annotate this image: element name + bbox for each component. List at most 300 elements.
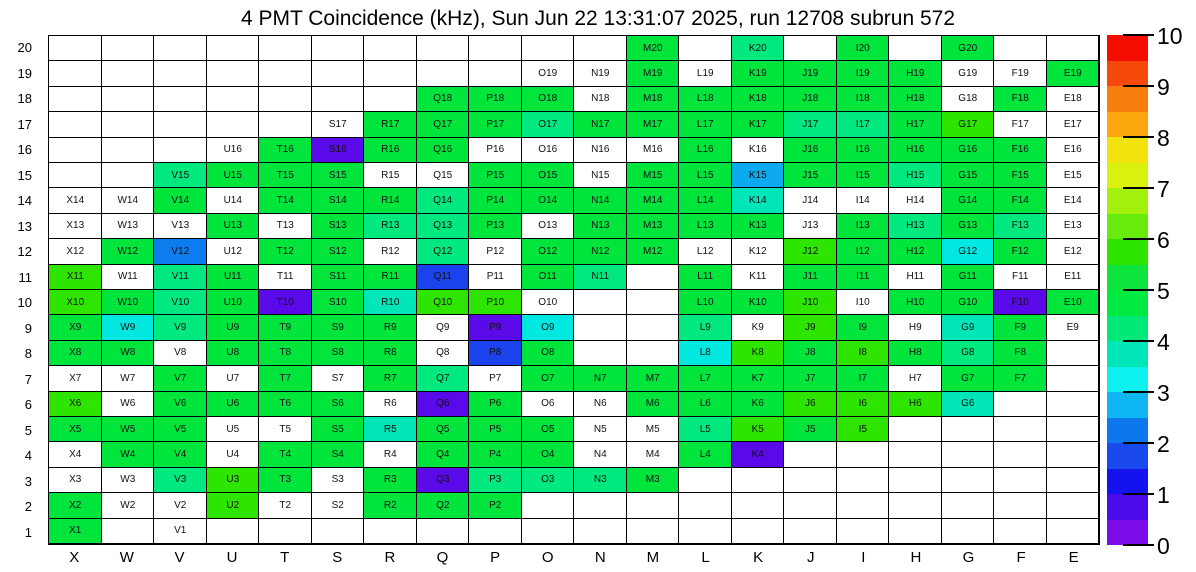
cell-T2 [259, 493, 312, 518]
grid-cell-empty [574, 519, 627, 544]
grid-cell-empty [207, 87, 260, 112]
cell-label: H16 [906, 144, 925, 156]
cell-label: E14 [1063, 195, 1082, 207]
cell-G6 [942, 392, 995, 417]
grid-cell-empty [312, 61, 365, 86]
colorbar-tick [1123, 187, 1154, 189]
cell-J12 [784, 239, 837, 264]
cell-label: S4 [331, 449, 344, 461]
grid-cell-empty [574, 493, 627, 518]
cell-R12 [364, 239, 417, 264]
cell-M20 [627, 36, 680, 61]
cell-E18 [1047, 87, 1100, 112]
cell-T7 [259, 366, 312, 391]
cell-label: L5 [699, 423, 711, 435]
cell-U3 [207, 468, 260, 493]
cell-U13 [207, 214, 260, 239]
cell-Q4 [417, 442, 470, 467]
cell-I5 [837, 417, 890, 442]
cell-X10 [49, 290, 102, 315]
colorbar-tick [1123, 136, 1154, 138]
cell-label: O6 [541, 398, 555, 410]
colorbar-tick-label: 6 [1157, 227, 1170, 253]
cell-label: P10 [486, 296, 505, 308]
cell-R14 [364, 188, 417, 213]
cell-label: O16 [538, 144, 558, 156]
grid-cell-empty [574, 36, 627, 61]
cell-E12 [1047, 239, 1100, 264]
cell-Q16 [417, 138, 470, 163]
cell-label: F17 [1011, 118, 1029, 130]
cell-label: F12 [1011, 245, 1029, 257]
cell-U4 [207, 442, 260, 467]
cell-label: N16 [591, 144, 610, 156]
cell-X1 [49, 519, 102, 544]
cell-label: N18 [591, 93, 610, 105]
x-axis-label: R [384, 549, 396, 566]
colorbar-band [1107, 494, 1148, 520]
cell-X4 [49, 442, 102, 467]
grid-cell-empty [522, 519, 575, 544]
grid-cell-empty [837, 519, 890, 544]
cell-N13 [574, 214, 627, 239]
cell-label: N13 [591, 220, 610, 232]
cell-label: I16 [855, 144, 870, 156]
cell-label: Q13 [433, 220, 453, 232]
x-axis-label: M [646, 549, 660, 566]
y-axis-label: 2 [24, 499, 32, 514]
cell-R11 [364, 265, 417, 290]
cell-label: X14 [66, 195, 85, 207]
cell-H14 [889, 188, 942, 213]
cell-label: I12 [855, 245, 870, 257]
grid-cell-empty [837, 442, 890, 467]
cell-label: U15 [223, 169, 242, 181]
cell-label: T12 [276, 245, 294, 257]
cell-F7 [994, 366, 1047, 391]
cell-label: P11 [486, 271, 504, 283]
cell-J9 [784, 315, 837, 340]
cell-label: P13 [486, 220, 505, 232]
cell-W14 [102, 188, 155, 213]
cell-K16 [732, 138, 785, 163]
cell-label: P7 [489, 372, 502, 384]
cell-label: M17 [643, 118, 663, 130]
cell-label: P9 [489, 322, 502, 334]
cell-label: K14 [748, 195, 767, 207]
cell-T12 [259, 239, 312, 264]
grid-cell-empty [364, 87, 417, 112]
cell-G10 [942, 290, 995, 315]
cell-T14 [259, 188, 312, 213]
cell-Q18 [417, 87, 470, 112]
cell-label: J8 [804, 347, 816, 359]
cell-S2 [312, 493, 365, 518]
cell-H17 [889, 112, 942, 137]
x-axis-label: L [701, 549, 710, 566]
cell-U12 [207, 239, 260, 264]
cell-label: X7 [69, 372, 82, 384]
cell-O3 [522, 468, 575, 493]
cell-V6 [154, 392, 207, 417]
cell-label: J18 [802, 93, 819, 105]
cell-P18 [469, 87, 522, 112]
cell-M4 [627, 442, 680, 467]
cell-label: Q11 [433, 271, 452, 283]
grid-cell-empty [49, 61, 102, 86]
cell-S5 [312, 417, 365, 442]
cell-O12 [522, 239, 575, 264]
cell-label: F18 [1011, 93, 1029, 105]
cell-label: O10 [538, 296, 558, 308]
cell-label: W12 [117, 245, 139, 257]
cell-L17 [679, 112, 732, 137]
cell-label: X6 [69, 398, 82, 410]
cell-label: M20 [643, 42, 663, 54]
cell-label: U3 [226, 474, 240, 486]
cell-label: E16 [1063, 144, 1082, 156]
y-axis-label: 17 [17, 116, 32, 132]
cell-label: W4 [120, 449, 136, 461]
grid-cell-empty [732, 493, 785, 518]
cell-L14 [679, 188, 732, 213]
cell-label: G6 [961, 398, 975, 410]
cell-X14 [49, 188, 102, 213]
colorbar-tick-label: 5 [1157, 278, 1170, 304]
cell-label: P16 [486, 144, 505, 156]
cell-R16 [364, 138, 417, 163]
cell-S3 [312, 468, 365, 493]
cell-H18 [889, 87, 942, 112]
cell-label: V15 [171, 169, 190, 181]
cell-label: K5 [751, 423, 764, 435]
cell-L9 [679, 315, 732, 340]
cell-V12 [154, 239, 207, 264]
cell-label: H18 [906, 93, 925, 105]
cell-O4 [522, 442, 575, 467]
cell-label: V10 [171, 296, 190, 308]
cell-label: U7 [226, 372, 240, 384]
grid-cell-empty [154, 87, 207, 112]
cell-G19 [942, 61, 995, 86]
cell-W12 [102, 239, 155, 264]
cell-label: E18 [1063, 93, 1082, 105]
cell-L4 [679, 442, 732, 467]
cell-label: W9 [120, 322, 136, 334]
colorbar-tick [1123, 493, 1154, 495]
cell-label: T3 [279, 474, 292, 486]
cell-label: X13 [66, 220, 85, 232]
cell-I8 [837, 341, 890, 366]
cell-H9 [889, 315, 942, 340]
cell-label: O12 [538, 245, 558, 257]
cell-label: G18 [958, 93, 978, 105]
cell-label: V11 [171, 271, 189, 283]
cell-label: U11 [223, 271, 242, 283]
y-axis-label: 15 [17, 167, 32, 183]
cell-N3 [574, 468, 627, 493]
grid-cell-empty [469, 519, 522, 544]
cell-label: N3 [593, 474, 607, 486]
colorbar-tick-label: 2 [1157, 431, 1170, 457]
cell-label: F7 [1014, 372, 1027, 384]
cell-label: N11 [591, 271, 610, 283]
cell-L13 [679, 214, 732, 239]
x-axis-label: K [753, 549, 764, 566]
cell-S13 [312, 214, 365, 239]
grid-cell-empty [994, 442, 1047, 467]
grid-cell-empty [994, 468, 1047, 493]
cell-W10 [102, 290, 155, 315]
cell-label: V6 [174, 398, 187, 410]
cell-label: Q8 [436, 347, 450, 359]
colorbar-tick-label: 7 [1157, 176, 1170, 202]
cell-O10 [522, 290, 575, 315]
cell-H12 [889, 239, 942, 264]
cell-K15 [732, 163, 785, 188]
cell-label: L9 [699, 322, 711, 334]
cell-O13 [522, 214, 575, 239]
cell-label: K13 [748, 220, 767, 232]
grid-cell-empty [207, 61, 260, 86]
cell-label: P15 [486, 169, 505, 181]
cell-label: V8 [174, 347, 187, 359]
cell-H15 [889, 163, 942, 188]
cell-J19 [784, 61, 837, 86]
cell-J5 [784, 417, 837, 442]
cell-F13 [994, 214, 1047, 239]
cell-L5 [679, 417, 732, 442]
cell-label: S6 [331, 398, 344, 410]
grid-cell-empty [49, 138, 102, 163]
cell-F16 [994, 138, 1047, 163]
cell-S11 [312, 265, 365, 290]
grid-cell-empty [364, 61, 417, 86]
cell-label: T11 [277, 271, 294, 283]
cell-I11 [837, 265, 890, 290]
cell-Q15 [417, 163, 470, 188]
cell-label: M15 [643, 169, 663, 181]
cell-Q7 [417, 366, 470, 391]
cell-label: R6 [383, 398, 397, 410]
colorbar-tick [1123, 442, 1154, 444]
grid-cell-empty [469, 61, 522, 86]
y-axis-label: 5 [24, 422, 32, 438]
cell-label: U14 [223, 195, 242, 207]
cell-K13 [732, 214, 785, 239]
cell-U11 [207, 265, 260, 290]
cell-X12 [49, 239, 102, 264]
cell-label: X8 [69, 347, 82, 359]
x-axis [48, 549, 1100, 569]
cell-W7 [102, 366, 155, 391]
cell-P4 [469, 442, 522, 467]
cell-S10 [312, 290, 365, 315]
cell-V9 [154, 315, 207, 340]
cell-T11 [259, 265, 312, 290]
y-axis-label: 7 [24, 371, 32, 387]
cell-J7 [784, 366, 837, 391]
cell-Q12 [417, 239, 470, 264]
cell-label: T10 [276, 296, 294, 308]
cell-label: I5 [858, 423, 867, 435]
cell-label: V3 [174, 474, 187, 486]
x-axis-label: O [541, 549, 554, 566]
cell-O8 [522, 341, 575, 366]
x-axis-label: X [69, 549, 80, 566]
cell-R3 [364, 468, 417, 493]
cell-G14 [942, 188, 995, 213]
cell-label: K15 [748, 169, 767, 181]
grid-cell-empty [732, 519, 785, 544]
grid-cell-empty [312, 87, 365, 112]
cell-T15 [259, 163, 312, 188]
cell-P7 [469, 366, 522, 391]
x-axis-label: H [910, 549, 922, 566]
grid-cell-empty [1047, 468, 1100, 493]
cell-L12 [679, 239, 732, 264]
cell-label: M13 [643, 220, 663, 232]
cell-M18 [627, 87, 680, 112]
cell-label: J5 [804, 423, 816, 435]
cell-H10 [889, 290, 942, 315]
grid-cell-empty [994, 417, 1047, 442]
grid-cell-empty [784, 442, 837, 467]
colorbar-band [1107, 265, 1148, 291]
cell-label: L18 [696, 93, 714, 105]
cell-label: P6 [489, 398, 502, 410]
cell-label: M16 [643, 144, 663, 156]
grid-cell-empty [364, 519, 417, 544]
cell-label: T13 [276, 220, 294, 232]
cell-L7 [679, 366, 732, 391]
cell-P6 [469, 392, 522, 417]
cell-T3 [259, 468, 312, 493]
cell-label: Q18 [433, 93, 453, 105]
cell-label: V9 [174, 322, 187, 334]
cell-G7 [942, 366, 995, 391]
cell-label: R11 [381, 271, 400, 283]
cell-label: H13 [906, 220, 925, 232]
cell-P9 [469, 315, 522, 340]
x-axis-label: N [594, 549, 606, 566]
cell-L19 [679, 61, 732, 86]
cell-label: T5 [279, 423, 292, 435]
cell-I16 [837, 138, 890, 163]
grid-cell-empty [102, 87, 155, 112]
cell-label: G11 [958, 271, 977, 283]
grid-cell-empty [942, 417, 995, 442]
cell-K10 [732, 290, 785, 315]
cell-V7 [154, 366, 207, 391]
colorbar-band [1107, 290, 1148, 316]
cell-label: M4 [645, 449, 660, 461]
cell-V11 [154, 265, 207, 290]
colorbar-tick [1123, 85, 1154, 87]
cell-label: N6 [593, 398, 607, 410]
cell-label: Q7 [436, 372, 450, 384]
cell-label: L12 [696, 245, 714, 257]
cell-W4 [102, 442, 155, 467]
grid-cell-empty [574, 341, 627, 366]
cell-label: R13 [381, 220, 400, 232]
cell-label: T16 [276, 144, 294, 156]
cell-R2 [364, 493, 417, 518]
grid-cell-empty [312, 36, 365, 61]
grid-cell-empty [102, 519, 155, 544]
cell-label: O3 [541, 474, 555, 486]
cell-T4 [259, 442, 312, 467]
colorbar-band [1107, 418, 1148, 444]
cell-G8 [942, 341, 995, 366]
cell-U9 [207, 315, 260, 340]
cell-label: I11 [856, 271, 870, 283]
cell-I12 [837, 239, 890, 264]
cell-K20 [732, 36, 785, 61]
cell-Q9 [417, 315, 470, 340]
cell-N18 [574, 87, 627, 112]
cell-label: W11 [117, 271, 138, 283]
cell-E19 [1047, 61, 1100, 86]
cell-label: R14 [381, 195, 400, 207]
grid-cell-empty [679, 519, 732, 544]
cell-label: F15 [1011, 169, 1029, 181]
colorbar-band [1107, 316, 1148, 342]
cell-V3 [154, 468, 207, 493]
cell-label: W2 [120, 499, 136, 511]
grid-cell-empty [837, 468, 890, 493]
grid-cell-empty [994, 392, 1047, 417]
cell-label: I19 [855, 68, 870, 80]
cell-label: F14 [1011, 195, 1029, 207]
grid-cell-empty [889, 493, 942, 518]
cell-label: L4 [699, 449, 711, 461]
cell-label: W13 [117, 220, 139, 232]
grid-cell-empty [154, 112, 207, 137]
cell-label: N4 [593, 449, 607, 461]
cell-I15 [837, 163, 890, 188]
cell-label: W6 [120, 398, 136, 410]
cell-label: E12 [1063, 245, 1082, 257]
cell-E11 [1047, 265, 1100, 290]
cell-P8 [469, 341, 522, 366]
cell-label: G13 [958, 220, 978, 232]
cell-label: I15 [855, 169, 870, 181]
cell-label: U16 [223, 144, 242, 156]
cell-U10 [207, 290, 260, 315]
cell-label: U12 [223, 245, 242, 257]
cell-N7 [574, 366, 627, 391]
colorbar-band [1107, 61, 1148, 87]
cell-label: X4 [69, 449, 82, 461]
y-axis-label: 19 [17, 65, 32, 81]
cell-K5 [732, 417, 785, 442]
grid-cell-empty [574, 315, 627, 340]
cell-Q6 [417, 392, 470, 417]
grid-cell-empty [1047, 366, 1100, 391]
cell-label: G7 [961, 372, 975, 384]
cell-Q2 [417, 493, 470, 518]
cell-O5 [522, 417, 575, 442]
cell-T13 [259, 214, 312, 239]
cell-label: Q3 [436, 474, 450, 486]
cell-P16 [469, 138, 522, 163]
cell-J18 [784, 87, 837, 112]
cell-F10 [994, 290, 1047, 315]
cell-label: S2 [331, 499, 344, 511]
cell-F17 [994, 112, 1047, 137]
cell-label: K8 [751, 347, 764, 359]
